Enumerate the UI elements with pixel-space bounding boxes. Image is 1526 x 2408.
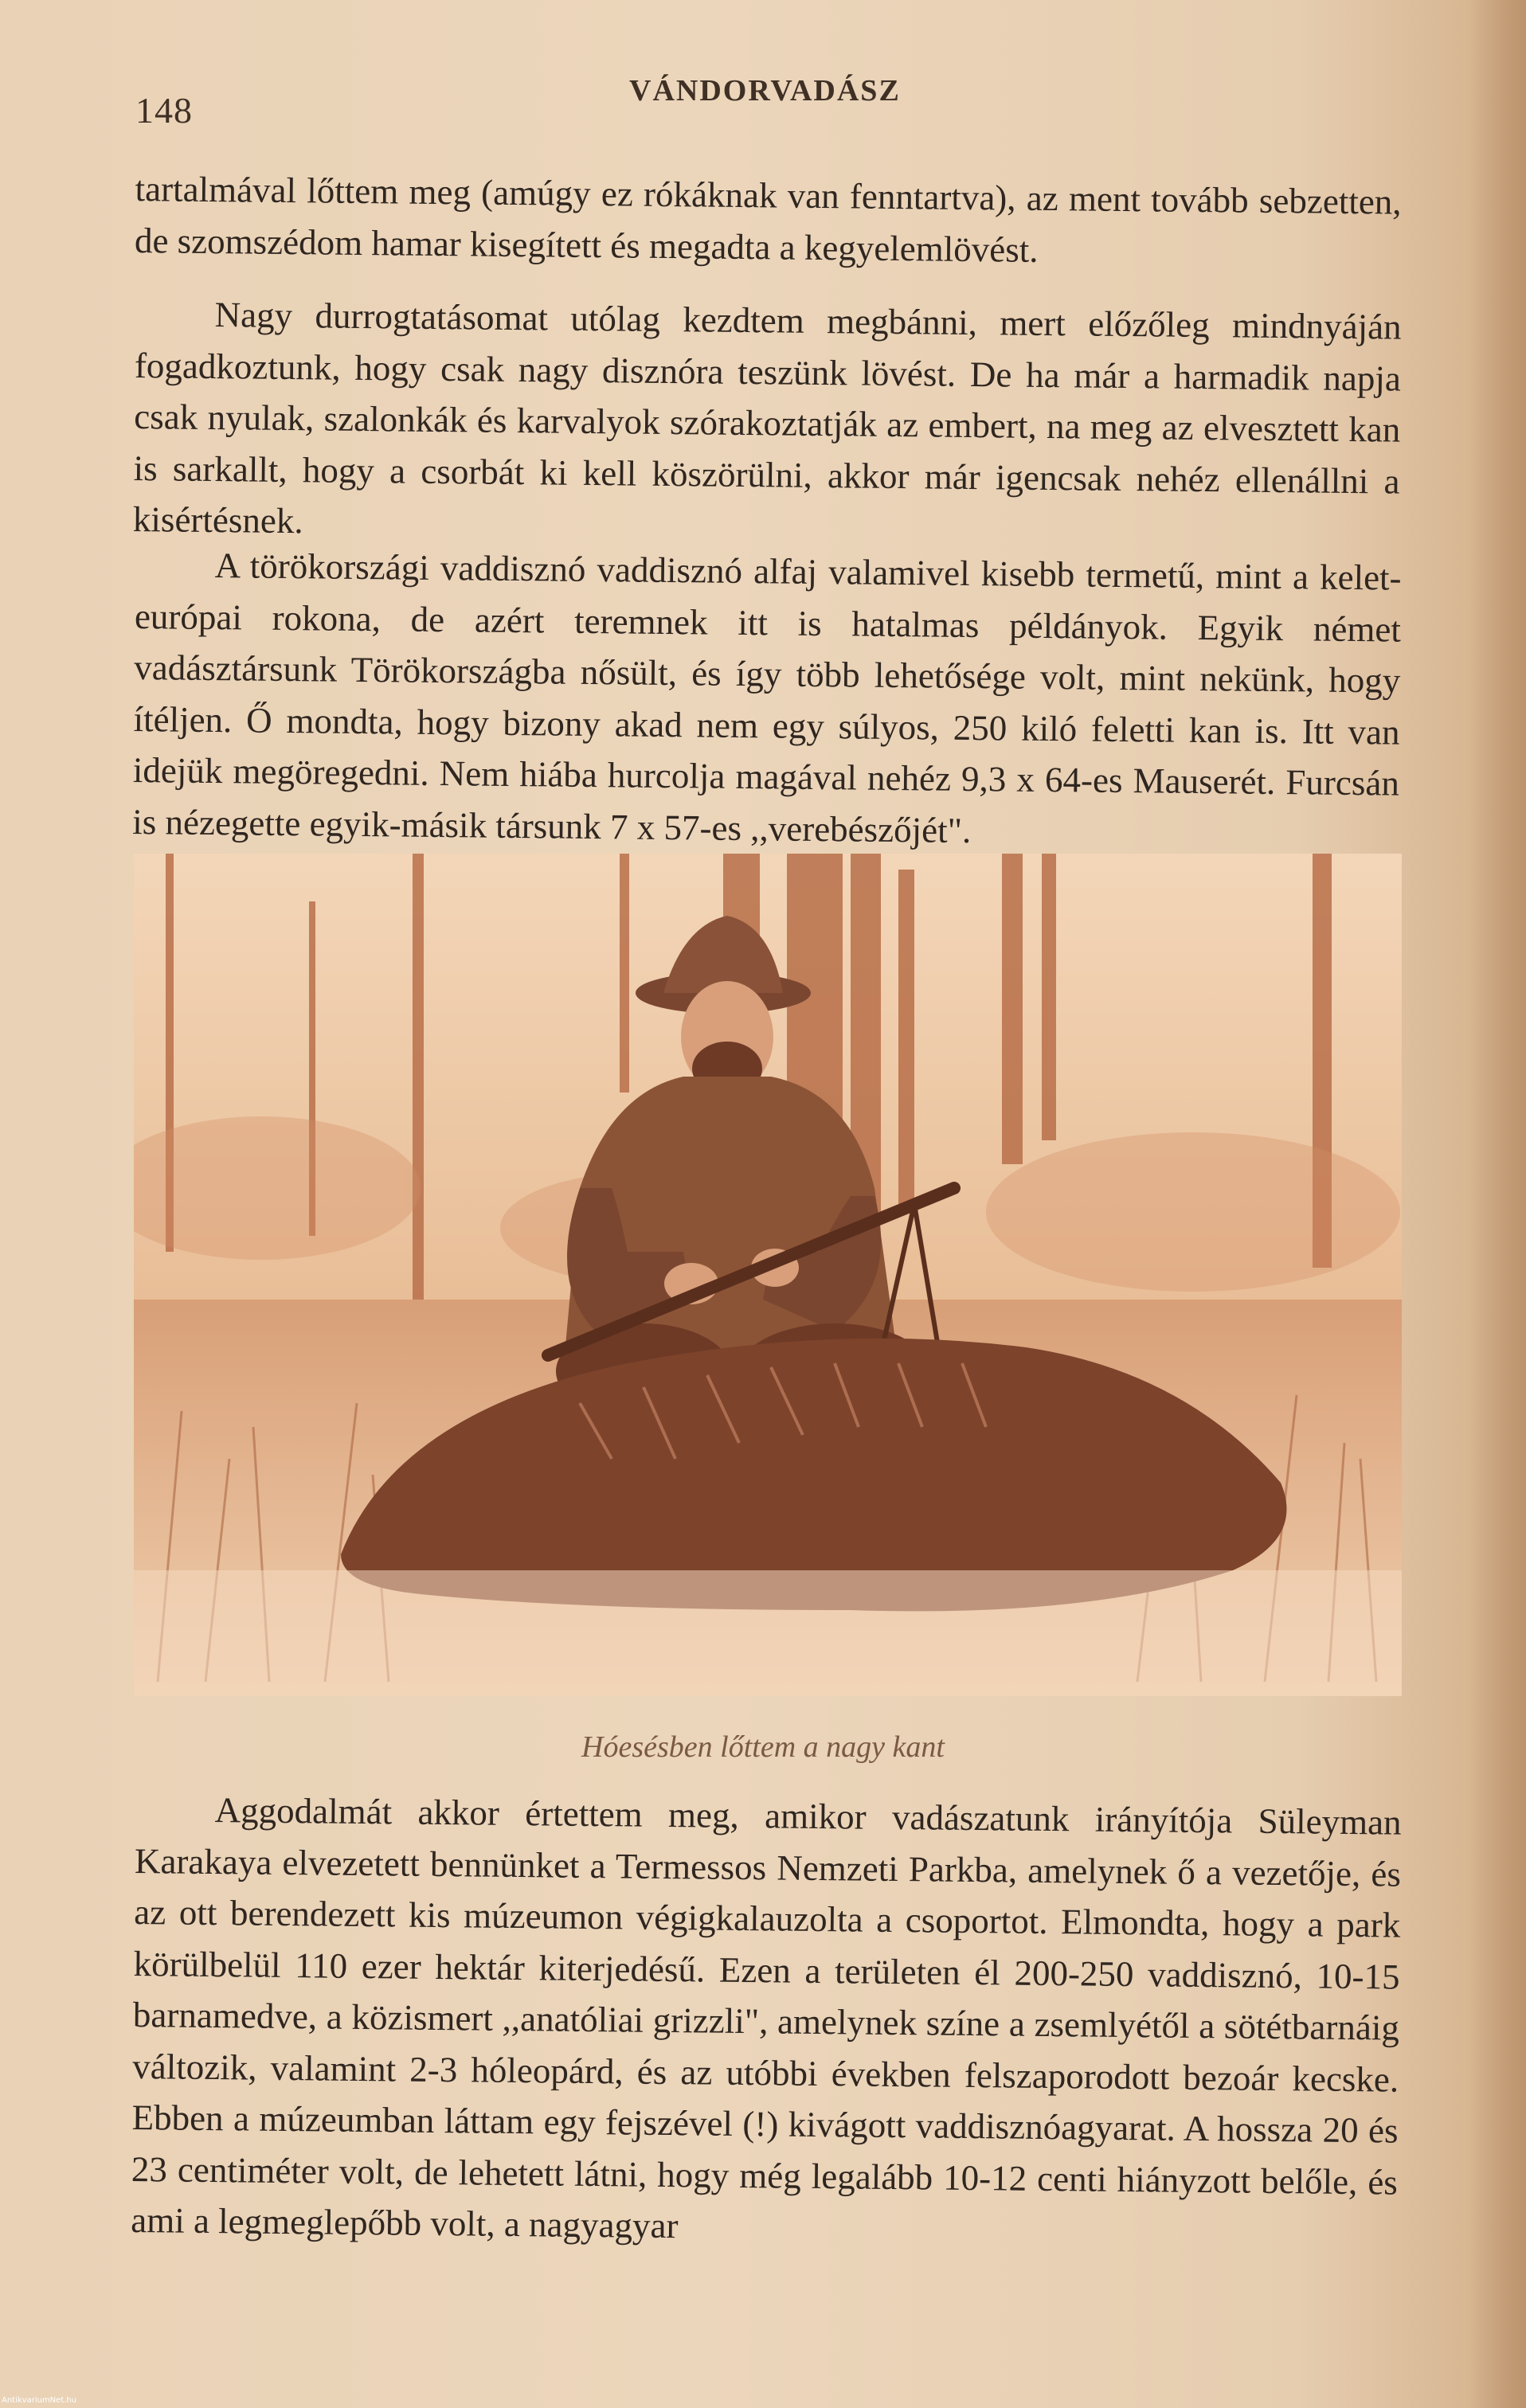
paragraph-4: Aggodalmát akkor értettem meg, amikor vadászatunk irányítója Süleyman Karakaya elvezetett bennünket a Termessos Nemzeti Parkba, amelynek ő a vezetője, és az ott berendezett kis múzeumon végigkalauzolta a csoportot. Elmondta, hogy a park körülbelül 110 ezer hektár kiterjedésű. Ezen a területen él 200-250 vaddisznó, 10-15 barnamedve, a közismert ,,anatóliai grizzli", amelynek színe a zsemlyétől a sötétbarnáig változik, valamint 2-3 hóleopárd, és az utóbbi években felszaporodott bezoár kecske. Ebben a múzeumban láttam egy fejszével (!) kivágott vaddisznóagyarat. A hossza 20 és 23 centiméter volt, de lehetett látni, hogy még legalább 10-12 centi hiányzott belőle, és ami a legmeglepőbb volt, a nagyagyar xyxy=(130,1790,1402,2246)
hunting-photo xyxy=(134,854,1402,1696)
paragraph-2: Nagy durrogtatásomat utólag kezdtem megbánni, mert előzőleg mindnyáján fogadkoztunk, hogy csak nagy disznóra teszünk lövést. De ha már a harmadik napja csak nyulak, szalonkák és karvalyok szórakoztatják az embert, na meg az elvesztett kan is sarkallt, hogy a csorbát ki kell köszörülni, akkor már igencsak nehéz ellenállni a kisértésnek. xyxy=(132,295,1402,541)
photo-caption: Hóesésben lőttem a nagy kant xyxy=(581,1730,945,1764)
paragraph-1: tartalmával lőttem meg (amúgy ez rókáknak van fenntartva), az ment tovább sebzetten, de szomszédom hamar kisegített és megadta a kegyelemlövést. xyxy=(134,168,1402,270)
running-head: VÁNDORVADÁSZ xyxy=(629,74,901,108)
page-edge-shadow xyxy=(1470,0,1526,2408)
watermark: AntikvariumNet.hu xyxy=(2,2396,77,2405)
hunting-photo-illustration xyxy=(134,854,1402,1696)
paragraph-3: A törökországi vaddisznó vaddisznó alfaj valamivel kisebb termetű, mint a kelet-európai rokona, de azért teremnek itt is hatalmas példányok. Egyik német vadásztársunk Törökországba nősült, és így több lehetősége volt, mint nekünk, hogy ítéljen. Ő mondta, hogy bizony akad nem egy súlyos, 250 kiló feletti kan is. Itt van idejük megöregedni. Nem hiába hurcolja magával nehéz 9,3 x 64-es Mauserét. Furcsán is nézegette egyik-másik társunk 7 x 57-es ,,verebészőjét". xyxy=(132,545,1402,850)
page-number: 148 xyxy=(135,90,193,131)
